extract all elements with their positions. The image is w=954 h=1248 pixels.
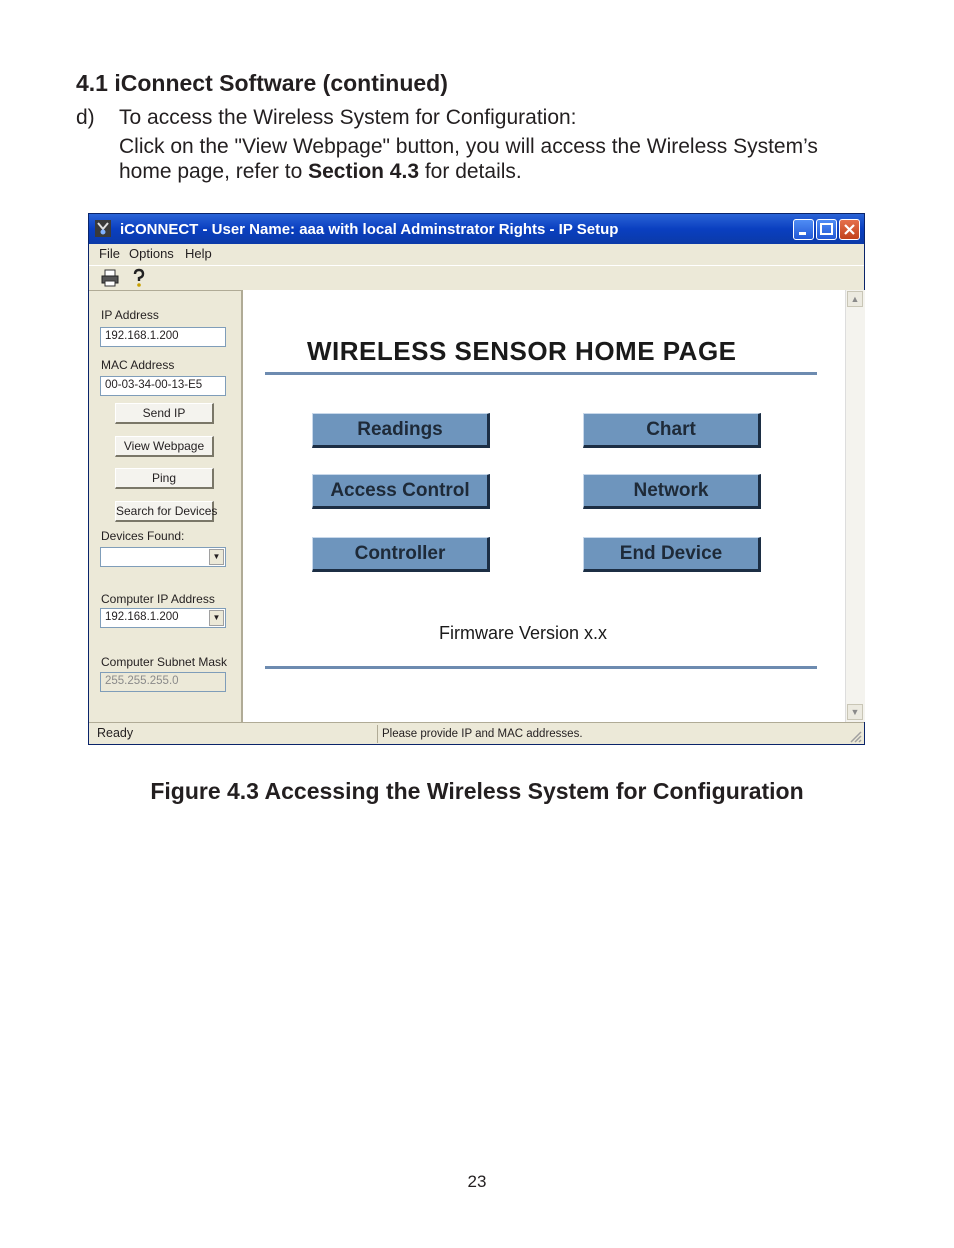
chart-button[interactable]: Chart: [583, 413, 761, 448]
section-reference: Section 4.3: [308, 160, 420, 183]
status-bar: [89, 722, 864, 745]
app-icon: [95, 220, 111, 237]
ping-button[interactable]: Ping: [115, 468, 214, 489]
computer-ip-label: Computer IP Address: [101, 592, 215, 606]
mac-address-field[interactable]: [100, 376, 226, 396]
readings-button[interactable]: Readings: [312, 413, 490, 448]
resize-grip-icon[interactable]: [848, 729, 862, 743]
printer-icon[interactable]: [100, 268, 120, 288]
chevron-down-icon[interactable]: ▼: [209, 549, 224, 565]
network-button[interactable]: Network: [583, 474, 761, 509]
page-number: 23: [467, 1172, 487, 1191]
menu-bar: [89, 244, 864, 264]
close-icon: [840, 220, 859, 239]
instruction-paragraph: [119, 134, 859, 184]
devices-found-select[interactable]: [100, 547, 226, 567]
menu-help[interactable]: Help: [185, 246, 212, 261]
minimize-button[interactable]: [793, 219, 814, 240]
maximize-button[interactable]: [816, 219, 837, 240]
status-message: Please provide IP and MAC addresses.: [377, 725, 868, 743]
web-view: [243, 290, 845, 722]
computer-ip-select[interactable]: [100, 608, 226, 628]
figure-caption: Figure 4.3 Accessing the Wireless System for Configuration: [150, 778, 804, 804]
window-title: iCONNECT - User Name: aaa with local Adminstrator Rights - IP Setup: [120, 221, 619, 238]
scroll-down-icon[interactable]: ▼: [847, 704, 863, 720]
subnet-mask-label: Computer Subnet Mask: [101, 655, 228, 669]
home-page-title: WIRELESS SENSOR HOME PAGE: [307, 336, 737, 366]
para-text-1: Click on the "View Webpage" button, you will access the Wireless System’s home page, refer to: [119, 135, 818, 183]
controller-button[interactable]: Controller: [312, 537, 490, 572]
menu-file[interactable]: File: [99, 246, 120, 261]
status-ready: Ready: [97, 726, 134, 740]
view-webpage-button[interactable]: View Webpage: [115, 436, 214, 457]
end-device-button[interactable]: End Device: [583, 537, 761, 572]
mac-address-value: 00-03-34-00-13-E5: [105, 379, 203, 391]
step-text: To access the Wireless System for Configuration:: [119, 106, 577, 129]
ip-address-label: IP Address: [101, 308, 159, 322]
title-bar[interactable]: [89, 214, 864, 244]
mac-address-label: MAC Address: [101, 358, 175, 372]
left-panel: [89, 290, 241, 722]
search-devices-button[interactable]: Search for Devices: [115, 501, 214, 522]
computer-ip-value: 192.168.1.200: [105, 611, 179, 623]
devices-found-label: Devices Found:: [101, 529, 185, 543]
minimize-icon: [794, 220, 813, 239]
step-letter: d): [76, 106, 95, 129]
vertical-scrollbar[interactable]: [845, 290, 865, 722]
help-icon[interactable]: [129, 268, 149, 288]
top-divider: [265, 372, 817, 375]
ip-address-field[interactable]: [100, 327, 226, 347]
toolbar: [89, 265, 864, 291]
ip-address-value: 192.168.1.200: [105, 330, 179, 342]
para-text-2: for details.: [419, 160, 522, 183]
maximize-icon: [817, 220, 836, 239]
iconnect-window: [88, 213, 865, 745]
subnet-mask-value: 255.255.255.0: [105, 675, 179, 687]
send-ip-button[interactable]: Send IP: [115, 403, 214, 424]
firmware-version: Firmware Version x.x: [439, 623, 608, 643]
access-control-button[interactable]: Access Control: [312, 474, 490, 509]
menu-options[interactable]: Options: [129, 246, 174, 261]
scroll-up-icon[interactable]: ▲: [847, 291, 863, 307]
chevron-down-icon[interactable]: ▼: [209, 610, 224, 626]
bottom-divider: [265, 666, 817, 669]
close-button[interactable]: [839, 219, 860, 240]
section-heading: 4.1 iConnect Software (continued): [76, 70, 448, 96]
subnet-mask-field: [100, 672, 226, 692]
